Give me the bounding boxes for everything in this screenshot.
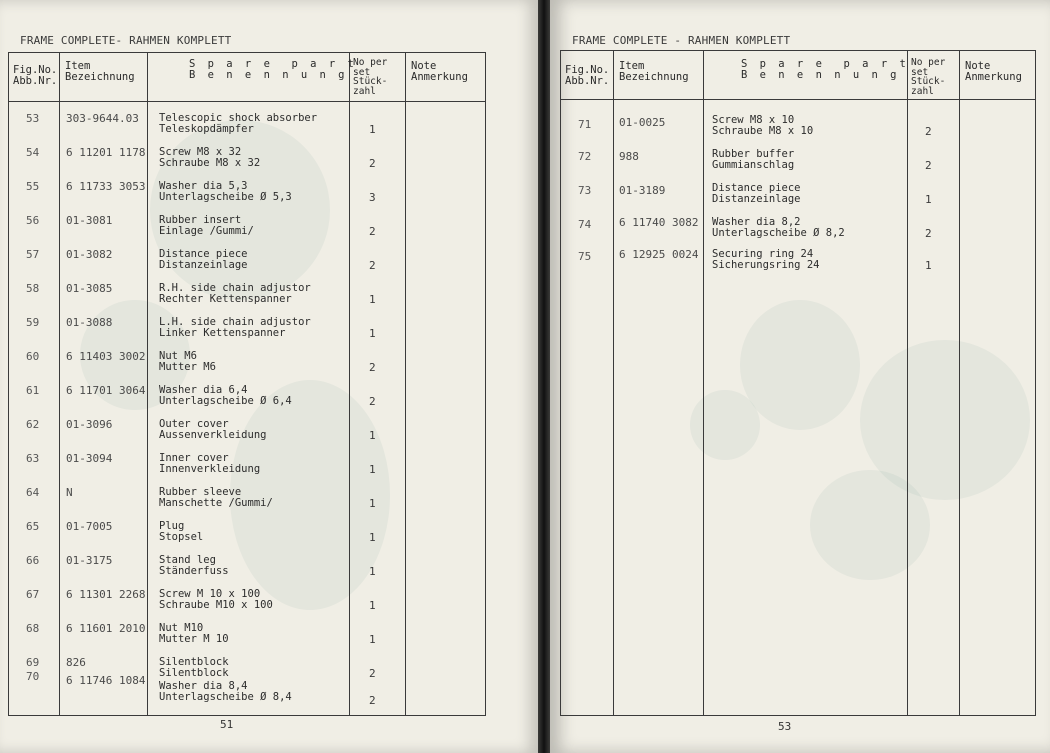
part-name-de: Silentblock — [159, 667, 229, 679]
table-row — [9, 485, 485, 519]
part-name-de: Rechter Kettenspanner — [159, 293, 292, 305]
quantity: 1 — [369, 123, 376, 136]
parts-table — [8, 52, 486, 716]
fig-number: 65 — [26, 520, 40, 533]
table-row — [9, 349, 485, 383]
part-name-de: Linker Kettenspanner — [159, 327, 286, 339]
page-title: FRAME COMPLETE - RAHMEN KOMPLETT — [572, 34, 791, 47]
fig-number: 58 — [26, 282, 40, 295]
table-row — [9, 315, 485, 349]
header-note: Note Anmerkung — [411, 60, 468, 83]
page-number: 51 — [220, 718, 234, 731]
fig-number: 68 — [26, 622, 40, 635]
part-name-en: Screw M8 x 10 — [712, 114, 795, 126]
quantity: 1 — [925, 259, 932, 272]
header-fig-no: Fig.No. Abb.Nr. — [13, 64, 58, 87]
part-name-en: Screw M 10 x 100 — [159, 588, 261, 600]
part-name-en: Stand leg — [159, 554, 216, 566]
part-name-en: R.H. side chain adjustor — [159, 282, 311, 294]
quantity: 2 — [369, 259, 376, 272]
fig-number: 73 — [578, 184, 592, 197]
fig-number: 64 — [26, 486, 40, 499]
fig-number: 61 — [26, 384, 40, 397]
table-row — [561, 113, 1035, 147]
part-name-de: Teleskopdämpfer — [159, 123, 254, 135]
fig-number: 60 — [26, 350, 40, 363]
table-row — [9, 621, 485, 655]
part-name-en: Distance piece — [712, 182, 801, 194]
page-title: FRAME COMPLETE- RAHMEN KOMPLETT — [20, 34, 232, 47]
quantity: 2 — [925, 159, 932, 172]
fig-number: 69 — [26, 656, 40, 669]
item-number: 01-0025 — [619, 116, 666, 129]
part-name-en: Silentblock — [159, 656, 229, 668]
table-row — [9, 417, 485, 451]
quantity: 1 — [369, 633, 376, 646]
fig-number: 54 — [26, 146, 40, 159]
header-fig-no: Fig.No. Abb.Nr. — [565, 64, 610, 87]
part-name-de: Stopsel — [159, 531, 204, 543]
part-name-de: Schraube M8 x 10 — [712, 125, 814, 137]
part-name-en: Outer cover — [159, 418, 229, 430]
part-name-en: Securing ring 24 — [712, 248, 814, 260]
item-number: 6 11746 1084 — [66, 674, 146, 687]
part-name-de: Distanzeinlage — [159, 259, 248, 271]
part-name-en: Washer dia 6,4 — [159, 384, 248, 396]
item-number: 01-7005 — [66, 520, 113, 533]
item-number: 6 11403 3002 — [66, 350, 146, 363]
part-name-de: Aussenverkleidung — [159, 429, 267, 441]
part-name-en: Telescopic shock absorber — [159, 112, 318, 124]
part-name-de: Ständerfuss — [159, 565, 229, 577]
part-name-en: Rubber insert — [159, 214, 242, 226]
item-number: 6 11301 2268 — [66, 588, 146, 601]
item-number: 303-9644.03 — [66, 112, 139, 125]
part-name-de: Innenverkleidung — [159, 463, 261, 475]
fig-number: 53 — [26, 112, 40, 125]
part-name-en: Nut M6 — [159, 350, 197, 362]
fig-number: 59 — [26, 316, 40, 329]
header-spare-part: S p a r e p a r t B e n e n n u n g — [189, 58, 357, 81]
part-name-en: Distance piece — [159, 248, 248, 260]
part-name-en: Washer dia 8,4 — [159, 680, 248, 692]
quantity: 1 — [369, 531, 376, 544]
header-qty: No per set Stück- zahl — [353, 57, 388, 97]
quantity: 2 — [369, 361, 376, 374]
quantity: 2 — [925, 125, 932, 138]
table-row — [9, 111, 485, 145]
part-name-de: Distanzeinlage — [712, 193, 801, 205]
part-name-en: Washer dia 5,3 — [159, 180, 248, 192]
quantity: 1 — [369, 327, 376, 340]
quantity: 2 — [369, 694, 376, 707]
part-name-en: Plug — [159, 520, 185, 532]
item-number: 988 — [619, 150, 639, 163]
item-number: 6 12925 0024 — [619, 248, 699, 261]
part-name-en: Nut M10 — [159, 622, 204, 634]
item-number: 6 11740 3082 — [619, 216, 699, 229]
part-name-de: Manschette /Gummi/ — [159, 497, 273, 509]
table-row — [9, 281, 485, 315]
table-row — [9, 179, 485, 213]
quantity: 1 — [369, 463, 376, 476]
quantity: 2 — [369, 667, 376, 680]
part-name-en: Screw M8 x 32 — [159, 146, 242, 158]
item-number: 6 11601 2010 — [66, 622, 146, 635]
table-row — [9, 247, 485, 281]
item-number: 01-3082 — [66, 248, 113, 261]
quantity: 1 — [369, 565, 376, 578]
part-name-de: Unterlagscheibe Ø 6,4 — [159, 395, 292, 407]
fig-number: 74 — [578, 218, 592, 231]
right-page — [550, 0, 1050, 753]
fig-number: 70 — [26, 670, 40, 683]
item-number: 6 11733 3053 — [66, 180, 146, 193]
fig-number: 75 — [578, 250, 592, 263]
quantity: 2 — [369, 395, 376, 408]
quantity: 1 — [369, 293, 376, 306]
table-row — [9, 145, 485, 179]
part-name-en: Rubber sleeve — [159, 486, 242, 498]
quantity: 2 — [369, 225, 376, 238]
table-row — [561, 147, 1035, 181]
table-row — [561, 249, 1035, 283]
part-name-de: Schraube M8 x 32 — [159, 157, 261, 169]
table-row — [9, 553, 485, 587]
part-name-en: Washer dia 8,2 — [712, 216, 801, 228]
part-name-de: Unterlagscheibe Ø 8,2 — [712, 227, 845, 239]
part-name-de: Schraube M10 x 100 — [159, 599, 273, 611]
part-name-de: Mutter M6 — [159, 361, 216, 373]
part-name-de: Sicherungsring 24 — [712, 259, 820, 271]
quantity: 1 — [369, 429, 376, 442]
header-item: Item Bezeichnung — [619, 60, 689, 83]
item-number: 826 — [66, 656, 86, 669]
fig-number: 66 — [26, 554, 40, 567]
header-qty: No per set Stück- zahl — [911, 57, 946, 97]
page-number: 53 — [778, 720, 792, 733]
part-name-de: Einlage /Gummi/ — [159, 225, 254, 237]
quantity: 2 — [369, 157, 376, 170]
header-item: Item Bezeichnung — [65, 60, 135, 83]
quantity: 2 — [925, 227, 932, 240]
fig-number: 62 — [26, 418, 40, 431]
fig-number: 72 — [578, 150, 592, 163]
table-row — [561, 181, 1035, 215]
part-name-de: Unterlagscheibe Ø 5,3 — [159, 191, 292, 203]
item-number: 01-3085 — [66, 282, 113, 295]
book-gutter — [538, 0, 550, 753]
part-name-de: Mutter M 10 — [159, 633, 229, 645]
quantity: 3 — [369, 191, 376, 204]
item-number: 01-3175 — [66, 554, 113, 567]
part-name-en: Rubber buffer — [712, 148, 795, 160]
item-number: 01-3094 — [66, 452, 113, 465]
quantity: 1 — [925, 193, 932, 206]
part-name-de: Gummianschlag — [712, 159, 795, 171]
part-name-en: L.H. side chain adjustor — [159, 316, 311, 328]
item-number: 01-3081 — [66, 214, 113, 227]
quantity: 1 — [369, 599, 376, 612]
parts-table — [560, 50, 1036, 716]
item-number: 01-3096 — [66, 418, 113, 431]
table-row — [9, 519, 485, 553]
fig-number: 63 — [26, 452, 40, 465]
fig-number: 56 — [26, 214, 40, 227]
item-number: 6 11701 3064 — [66, 384, 146, 397]
table-row — [9, 671, 485, 705]
item-number: 01-3088 — [66, 316, 113, 329]
quantity: 1 — [369, 497, 376, 510]
header-spare-part: S p a r e p a r t B e n e n n u n g — [741, 58, 909, 81]
item-number: N — [66, 486, 73, 499]
table-row — [9, 213, 485, 247]
table-row — [9, 383, 485, 417]
fig-number: 67 — [26, 588, 40, 601]
fig-number: 57 — [26, 248, 40, 261]
table-row — [9, 451, 485, 485]
fig-number: 71 — [578, 118, 592, 131]
part-name-en: Inner cover — [159, 452, 229, 464]
header-note: Note Anmerkung — [965, 60, 1022, 83]
table-row — [561, 215, 1035, 249]
item-number: 6 11201 1178 — [66, 146, 146, 159]
part-name-de: Unterlagscheibe Ø 8,4 — [159, 691, 292, 703]
fig-number: 55 — [26, 180, 40, 193]
item-number: 01-3189 — [619, 184, 666, 197]
table-row — [9, 587, 485, 621]
